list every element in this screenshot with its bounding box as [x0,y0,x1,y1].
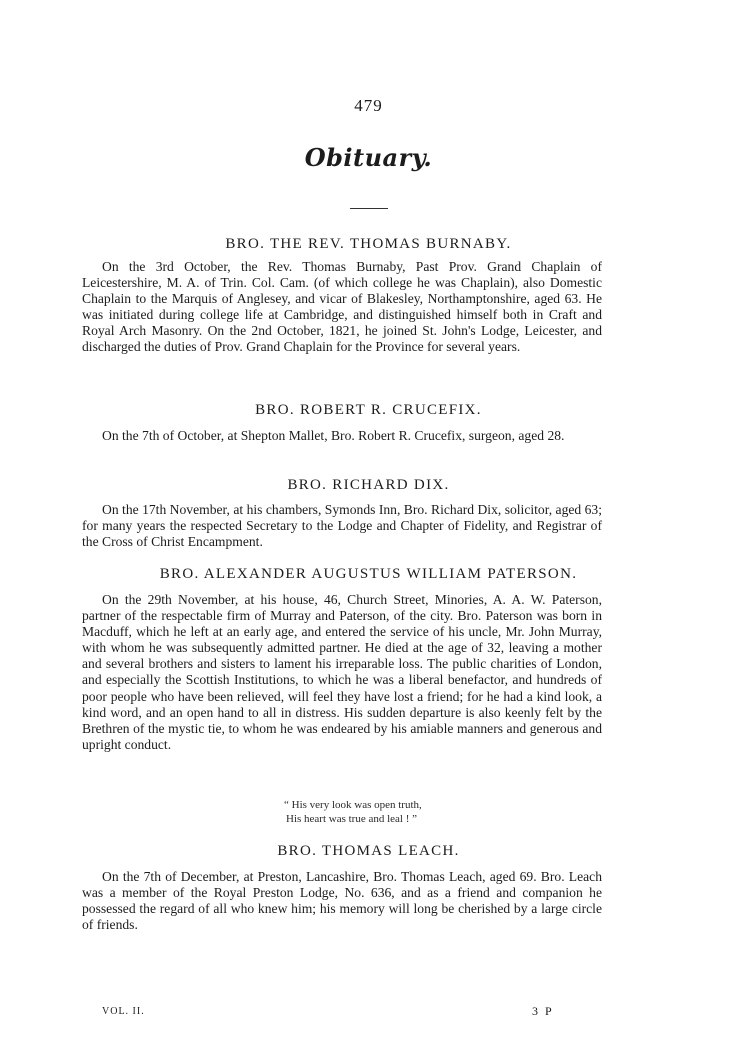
page-number: 479 [354,96,383,115]
verse-line-2: His heart was true and leal ! ” [286,813,418,825]
entry-text-burnaby: On the 3rd October, the Rev. Thomas Burnaby, Past Prov. Grand Chaplain of Leicestershire, M. A. of Trin. Col. Cam. (of which college he was Chaplain), also Domestic Chaplain to the Marquis of Anglesey, and vicar of Blakesley, Northamptonshire, aged 63. He was initiated during college life at Cambridge, and distinguished himself both in Craft and Royal Arch Masonry. On the 2nd October, 1821, he joined St. John's Lodge, Leicester, and discharged the duties of Prov. Grand Chaplain for the Province for several years. [82,259,602,355]
volume-label: VOL. II. [102,1006,145,1017]
verse-line-1: “ His very look was open truth, [284,799,422,811]
section-title: Obituary. [304,143,433,172]
entry-text-paterson: On the 29th November, at his house, 46, Church Street, Minories, A. A. W. Paterson, partner of the respectable firm of Murray and Paterson, of the city. Bro. Paterson was born in Macduff, which he left at an early age, and entered the service of his uncle, Mr. John Murray, with whom he was subsequently admitted partner. He died at the age of 32, leaving a mother and several brothers and sisters to lament his irreparable loss. The public charities of London, and especially the Scottish Institutions, to which he was a liberal benefactor, and hundreds of poor people who have been relieved, will feel they have lost a friend; for he had a kind look, a kind word, and an open hand to all in distress. His sudden departure is also keenly felt by the Brethren of the mystic tie, to whom he was endeared by his amiable manners and generous and upright conduct. [82,592,602,752]
entry-heading-burnaby: BRO. THE REV. THOMAS BURNABY. [225,236,512,252]
entry-text-dix: On the 17th November, at his chambers, Symonds Inn, Bro. Richard Dix, solicitor, aged 63; for many years the respected Secretary to the Lodge and Chapter of Fidelity, and Registrar of the Cross of Christ Encampment. [82,502,602,550]
entry-heading-crucefix: BRO. ROBERT R. CRUCEFIX. [255,402,482,418]
entry-heading-paterson: BRO. ALEXANDER AUGUSTUS WILLIAM PATERSON. [159,566,578,582]
entry-text-crucefix: On the 7th of October, at Shepton Mallet, Bro. Robert R. Crucefix, surgeon, aged 28. [102,428,565,443]
entry-text-leach: On the 7th of December, at Preston, Lancashire, Bro. Thomas Leach, aged 69. Bro. Leach was a member of the Royal Preston Lodge, No. 636, and as a friend and companion he possessed the regard of all who knew him; his memory will long be cherished by a large circle of friends. [82,869,602,933]
title-rule [350,208,388,209]
entry-heading-dix: BRO. RICHARD DIX. [287,477,450,493]
signature-mark: 3 P [532,1004,554,1018]
verse-quote [284,798,422,826]
entry-heading-leach: BRO. THOMAS LEACH. [277,843,460,859]
